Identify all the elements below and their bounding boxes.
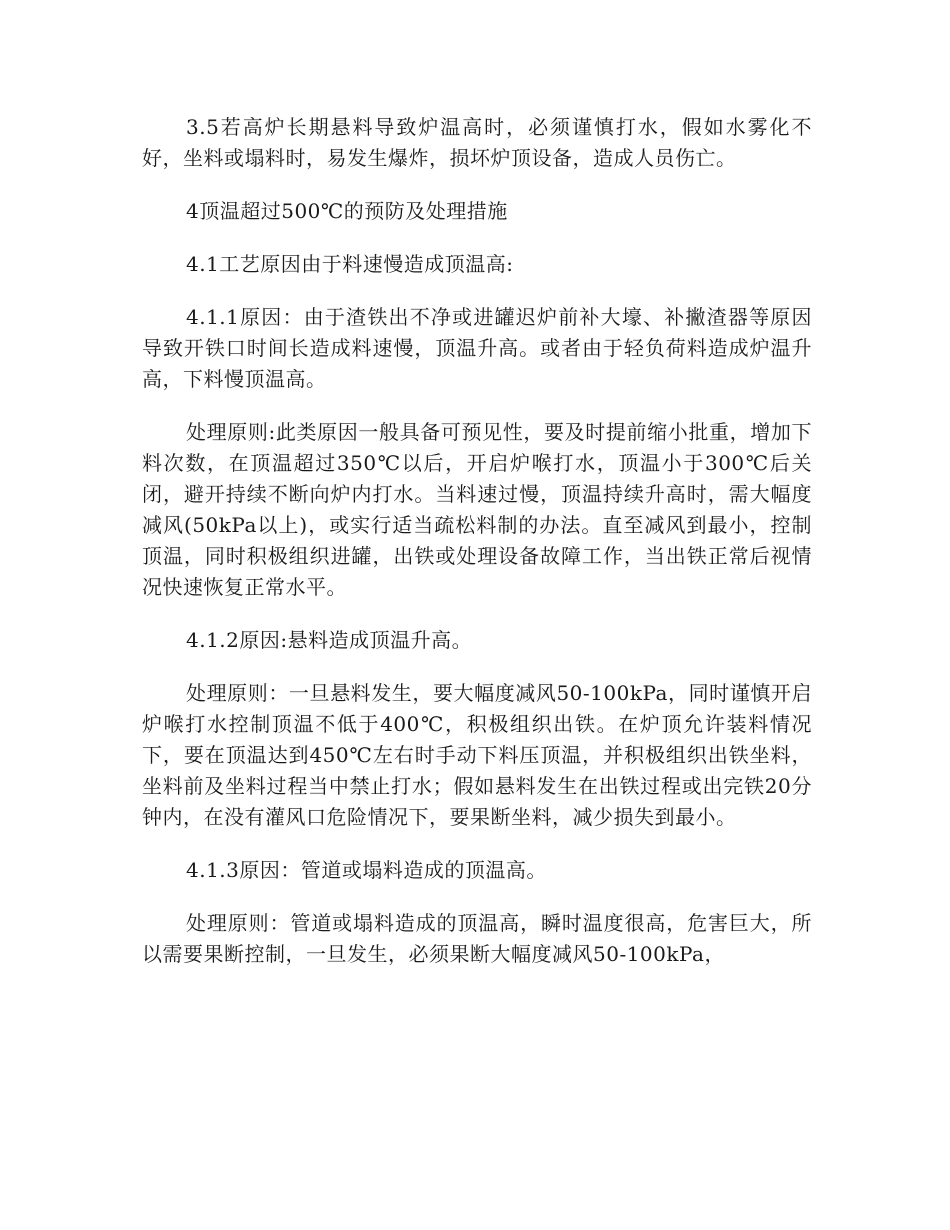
- document-page: [142, 112, 812, 970]
- paragraph-4-1-1-principle: 处理原则:此类原因一般具备可预见性，要及时提前缩小批重，增加下料次数，在顶温超过350℃以后，开启炉喉打水，顶温小于300℃后关闭，避开持续不断向炉内打水。当料速过慢，顶温持续升高时，需大幅度减风(50kPa以上)，或实行适当疏松料制的办法。直至减风到最小，控制顶温，同时积极组织进罐，出铁或处理设备故障工作，当出铁正常后视情况快速恢复正常水平。: [142, 420, 812, 599]
- paragraph-4-1-3-principle: 处理原则：管道或塌料造成的顶温高，瞬时温度很高，危害巨大，所以需要果断控制，一旦发生，必须果断大幅度减风50-100kPa，: [142, 911, 812, 966]
- paragraph-4-1-1-cause: 4.1.1原因：由于渣铁出不净或进罐迟炉前补大壕、补撇渣器等原因导致开铁口时间长造成料速慢，顶温升高。或者由于轻负荷料造成炉温升高，下料慢顶温高。: [142, 305, 812, 391]
- paragraph-3-5: 3.5若高炉长期悬料导致炉温高时，必须谨慎打水，假如水雾化不好，坐料或塌料时，易发生爆炸，损坏炉顶设备，造成人员伤亡。: [142, 115, 812, 170]
- heading-4-1: 4.1工艺原因由于料速慢造成顶温高:: [186, 252, 514, 276]
- heading-section-4: 4顶温超过500℃的预防及处理措施: [186, 199, 508, 223]
- paragraph-4-1-3-cause: 4.1.3原因：管道或塌料造成的顶温高。: [186, 858, 547, 882]
- paragraph-4-1-2-principle: 处理原则：一旦悬料发生，要大幅度减风50-100kPa，同时谨慎开启炉喉打水控制顶温不低于400℃，积极组织出铁。在炉顶允许装料情况下，要在顶温达到450℃左右时手动下料压顶温，并积极组织出铁坐料，坐料前及坐料过程当中禁止打水；假如悬料发生在出铁过程或出完铁20分钟内，在没有灌风口危险情况下，要果断坐料，减少损失到最小。: [142, 681, 812, 829]
- paragraph-4-1-2-cause: 4.1.2原因:悬料造成顶温升高。: [186, 628, 473, 652]
